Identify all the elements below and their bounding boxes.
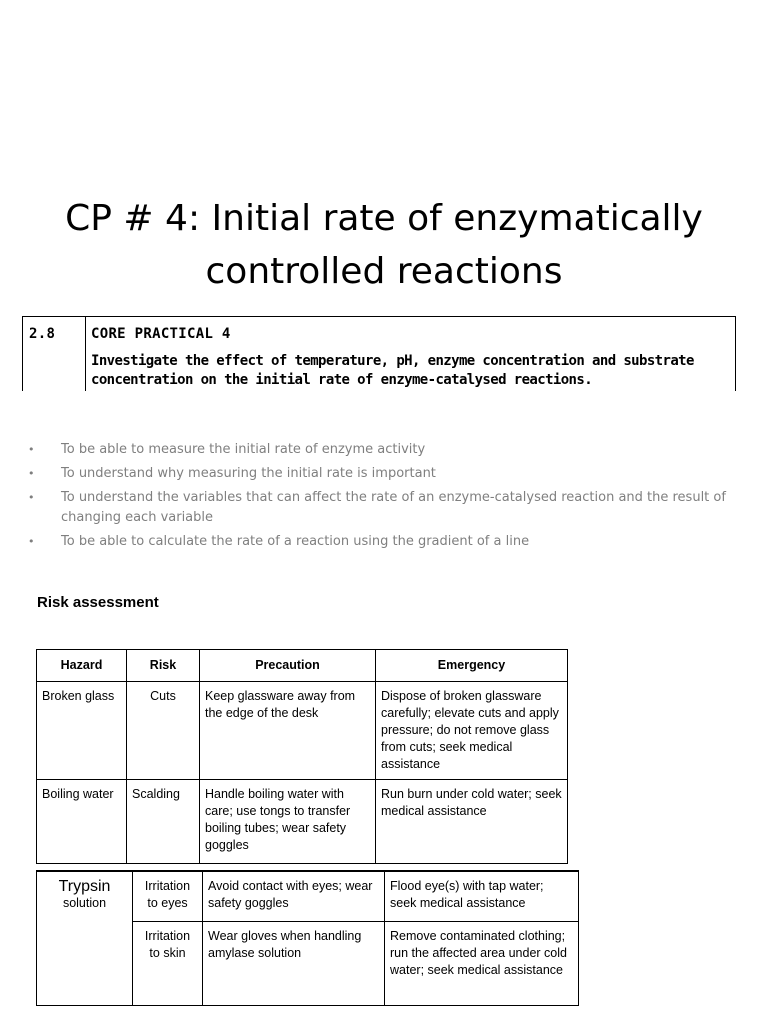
list-item (28, 464, 728, 484)
risk-cell: Irritation to eyes (133, 871, 203, 921)
precaution-cell: Keep glassware away from the edge of the desk (200, 682, 376, 780)
objective-text: To be able to calculate the rate of a reaction using the gradient of a line (61, 534, 530, 549)
spec-heading: CORE PRACTICAL 4 (91, 326, 231, 342)
risk-table (36, 649, 568, 864)
emergency-cell: Dispose of broken glassware carefully; elevate cuts and apply pressure; do not remove glass from cuts; seek medical assistance (376, 682, 568, 780)
hazard-cell: Boiling water (37, 780, 127, 864)
precaution-cell: Avoid contact with eyes; wear safety goggles (203, 871, 385, 921)
bullet-icon: • (28, 535, 35, 548)
emergency-cell: Remove contaminated clothing; run the affected area under cold water; seek medical assistance (385, 921, 579, 1005)
risk-cell: Scalding (127, 780, 200, 864)
hazard-trypsin: Trypsin (58, 878, 111, 895)
risk-cell: Cuts (127, 682, 200, 780)
header-emergency: Emergency (376, 650, 568, 682)
spec-box (22, 316, 736, 391)
risk-assessment-title: Risk assessment (37, 594, 159, 611)
objective-text: To understand the variables that can affect the rate of an enzyme-catalysed reaction and the result of changing each variable (61, 490, 726, 525)
spec-number: 2.8 (29, 326, 56, 342)
risk-cell: Irritation to skin (133, 921, 203, 1005)
table-row (37, 871, 579, 921)
list-item (28, 532, 728, 552)
header-precaution: Precaution (200, 650, 376, 682)
emergency-cell: Flood eye(s) with tap water; seek medical assistance (385, 871, 579, 921)
bullet-icon: • (28, 467, 35, 480)
objectives-list (28, 440, 728, 556)
page-title (0, 192, 768, 298)
title-line-2: controlled reactions (205, 251, 563, 292)
spec-divider (85, 317, 86, 391)
table-row (37, 780, 568, 864)
objective-text: To be able to measure the initial rate of enzyme activity (61, 442, 426, 457)
hazard-cell (37, 871, 133, 1005)
precaution-cell: Wear gloves when handling amylase solution (203, 921, 385, 1005)
bullet-icon: • (28, 443, 35, 456)
spec-description: Investigate the effect of temperature, pH, enzyme concentration and substrate concentration on the initial rate of enzyme-catalysed reactions. (91, 353, 694, 388)
hazard-cell: Broken glass (37, 682, 127, 780)
objective-text: To understand why measuring the initial rate is important (61, 466, 436, 481)
title-line-1: CP # 4: Initial rate of enzymatically (65, 198, 703, 239)
list-item (28, 488, 728, 528)
trypsin-risk-table (36, 870, 579, 1006)
bullet-icon: • (28, 491, 35, 504)
list-item (28, 440, 728, 460)
emergency-cell: Run burn under cold water; seek medical assistance (376, 780, 568, 864)
header-hazard: Hazard (37, 650, 127, 682)
header-risk: Risk (127, 650, 200, 682)
precaution-cell: Handle boiling water with care; use tongs to transfer boiling tubes; wear safety goggles (200, 780, 376, 864)
table-row (37, 682, 568, 780)
hazard-solution: solution (62, 896, 107, 910)
table-header-row (37, 650, 568, 682)
